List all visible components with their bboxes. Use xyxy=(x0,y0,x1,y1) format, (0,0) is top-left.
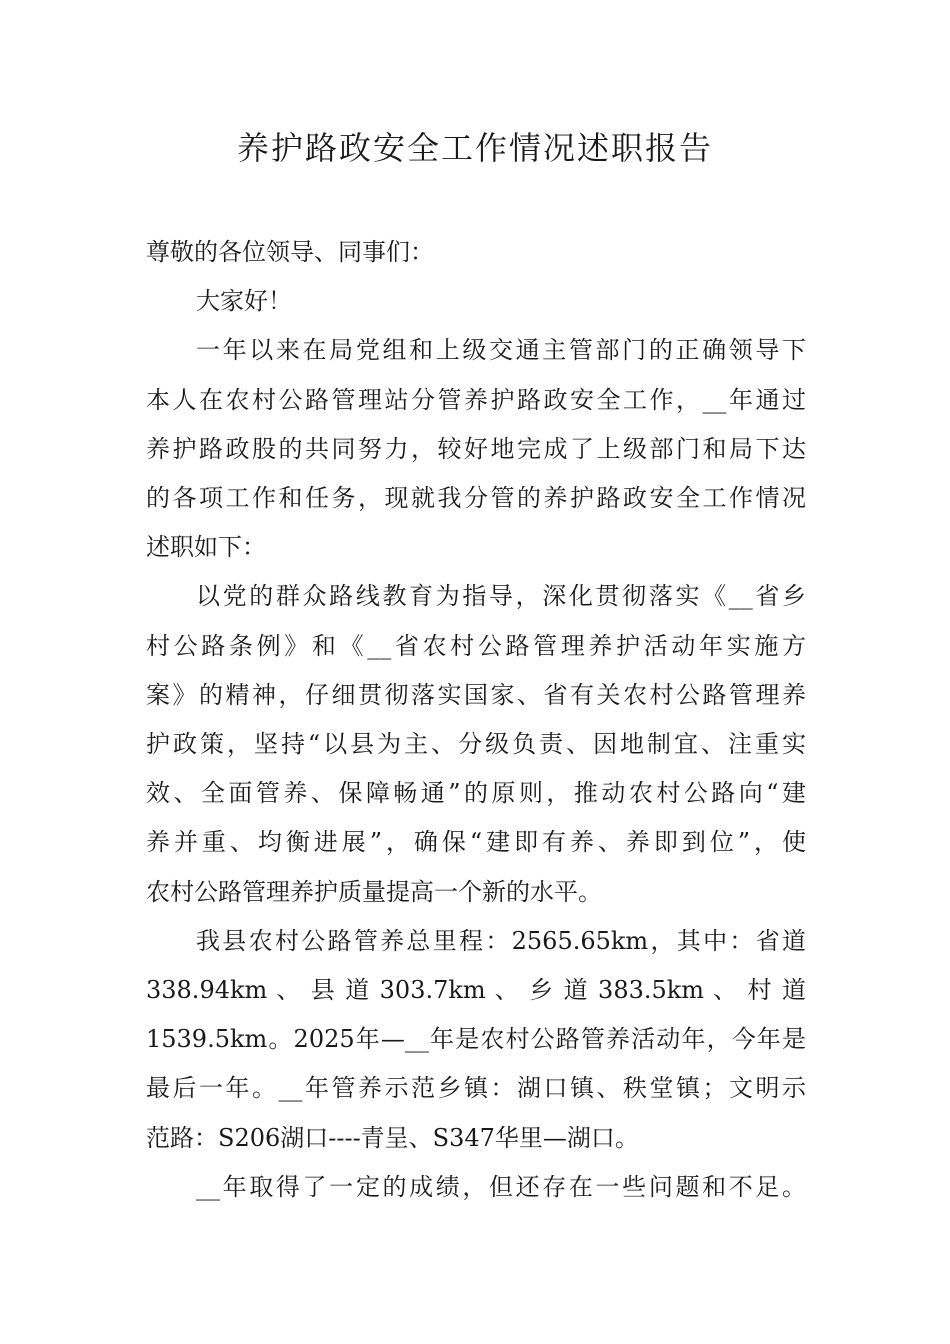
text-line: 村公路条例》和《__省农村公路管理养护活动年实施方 xyxy=(146,631,806,660)
text-line: __年取得了一定的成绩，但还存在一些问题和不足。 xyxy=(196,1172,806,1201)
text-line: 本人在农村公路管理站分管养护路政安全工作，__年通过 xyxy=(146,385,806,414)
text-line: 尊敬的各位领导、同事们： xyxy=(146,238,434,266)
text-line: 养并重、均衡进展”，确保“建即有养、养即到位”，使 xyxy=(146,828,806,857)
text-line: 养护路政股的共同努力，较好地完成了上级部门和局下达 xyxy=(146,434,806,463)
text-line: 案》的精神，仔细贯彻落实国家、省有关农村公路管理养 xyxy=(146,680,806,709)
text-line: 农村公路管理养护质量提高一个新的水平。 xyxy=(146,877,602,906)
text-line: 一年以来在局党组和上级交通主管部门的正确领导下 xyxy=(196,336,806,365)
text-line: 最后一年。__年管养示范乡镇：湖口镇、秩堂镇；文明示 xyxy=(146,1074,806,1103)
text-line: 效、全面管养、保障畅通”的原则，推动农村公路向“建 xyxy=(146,779,806,808)
text-line: 1539.5km。2025年—__年是农村公路管养活动年，今年是 xyxy=(146,1025,806,1054)
text-line: 的各项工作和任务，现就我分管的养护路政安全工作情况 xyxy=(146,484,806,512)
text-line: 范路：S206湖口----青呈、S347华里—湖口。 xyxy=(146,1123,639,1152)
text-line: 护政策，坚持“以县为主、分级负责、因地制宜、注重实 xyxy=(146,730,806,758)
text-line: 以党的群众路线教育为指导，深化贯彻落实《__省乡 xyxy=(196,582,806,611)
document-title: 养护路政安全工作情况述职报告 xyxy=(236,129,713,167)
text-line: 338.94km 、 县 道 303.7km 、 乡 道 383.5km 、 村 道 xyxy=(146,976,806,1004)
text-line: 述职如下： xyxy=(146,533,266,562)
text-line: 大家好！ xyxy=(196,287,292,316)
text-line: 我县农村公路管养总里程：2565.65km，其中：省道 xyxy=(196,926,806,955)
